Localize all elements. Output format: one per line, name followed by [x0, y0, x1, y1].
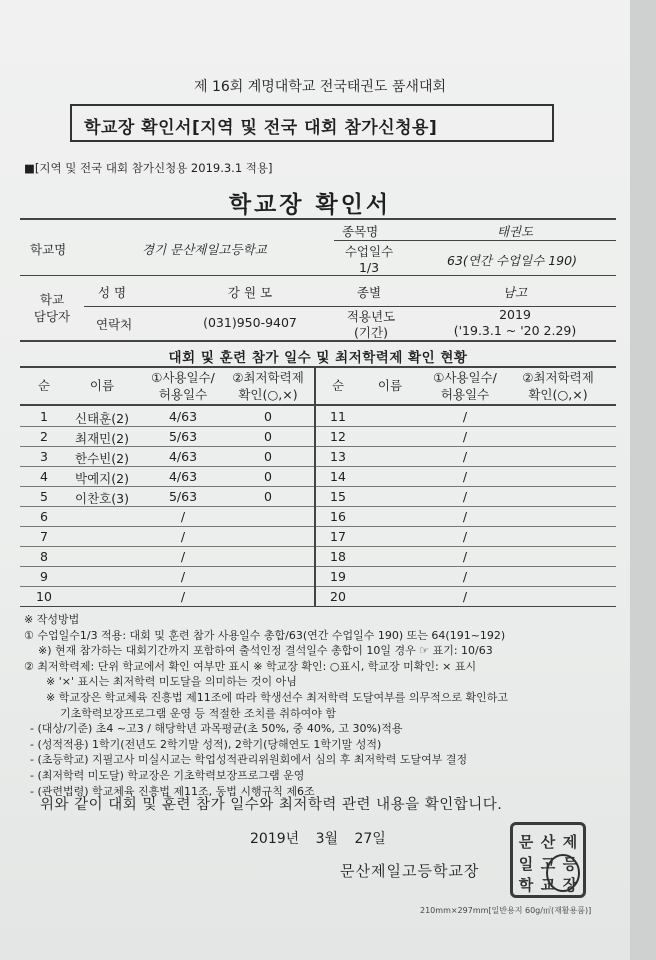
cell-days: / [462, 529, 468, 544]
svg-text:산: 산 [540, 833, 556, 851]
cell-name: 박예지(2) [75, 471, 129, 486]
cell-days: / [180, 549, 186, 564]
principal-signature: 문산제일고등학교장 [340, 862, 480, 880]
cell-no: 6 [40, 509, 48, 524]
note-line: 기초학력보장프로그램 운영 등 적절한 조치를 취하여야 함 [60, 706, 337, 720]
cell-no: 4 [40, 469, 48, 484]
row-divider [316, 586, 616, 587]
note-line: ※) 현재 참가하는 대회기간까지 포함하여 출석인정 결석일수 총합이 10일 경우 ☞ 표기: 10/63 [38, 644, 493, 658]
cell-no: 1 [40, 409, 48, 424]
row-divider [20, 486, 314, 487]
cell-name: 최재민(2) [75, 431, 129, 446]
cell-check: 0 [264, 409, 272, 424]
note-line: - (대상/기준) 초4 ~고3 / 해당학년 과목평균(초 50%, 중 40%, 고 30%)적용 [30, 722, 403, 736]
row-divider [316, 426, 616, 427]
note-line: ※ 학교장은 학교체육 진흥법 제11조에 따라 학생선수 최저학력 도달여부를 의무적으로 확인하고 [46, 690, 508, 704]
cell-no: 14 [330, 469, 346, 484]
note-line: ② 최저학력제: 단위 학교에서 확인 여부만 표시 ※ 학교장 확인: ○표시, 학교장 미확인: × 표시 [24, 659, 477, 673]
header-days-right: ①사용일수/ [433, 370, 497, 385]
cell-no: 17 [330, 529, 346, 544]
note-line: - (관련법령) 학교체육 진흥법 제11조, 동법 시행규칙 제6조 [30, 784, 315, 798]
paper-spec: 210mm×297mm[일반용지 60g/㎡(재활용품)] [420, 906, 592, 915]
cell-name: 한수빈(2) [75, 451, 129, 466]
event-label: 종목명 [342, 224, 379, 239]
cell-no: 15 [330, 489, 346, 504]
header-academic-right: ②최저학력제 [522, 370, 594, 385]
name-label: 성 명 [98, 285, 127, 300]
cell-days: 4/63 [168, 469, 198, 484]
contact-label-2: 담당자 [33, 309, 71, 324]
row-divider [20, 586, 314, 587]
row-divider [316, 546, 616, 547]
document-title-box [70, 104, 554, 142]
year-label: 적용년도 [346, 309, 396, 324]
note-line: - (초등학교) 지필고사 미실시교는 학업성적관리위원회에서 심의 후 최저학력 도달여부 결정 [30, 753, 468, 767]
row-divider [20, 466, 314, 467]
cell-name: 신태훈(2) [75, 411, 129, 426]
cell-days: 4/63 [168, 449, 198, 464]
cell-no: 12 [330, 429, 346, 444]
category-value: 남고 [502, 285, 528, 300]
cell-no: 13 [330, 449, 346, 464]
cell-no: 16 [330, 509, 346, 524]
row-divider [316, 566, 616, 567]
cell-no: 7 [40, 529, 48, 544]
cell-days: / [180, 569, 186, 584]
cell-check: 0 [264, 429, 272, 444]
document-title: 학교장 확인서[지역 및 전국 대회 참가신청용] [84, 118, 438, 138]
row-divider [20, 446, 314, 447]
cell-days: / [462, 589, 468, 604]
cell-days: / [462, 429, 468, 444]
cell-name: 이찬호(3) [75, 491, 129, 506]
svg-text:장: 장 [562, 876, 578, 894]
cell-days: / [462, 469, 468, 484]
cell-days: / [462, 409, 468, 424]
svg-text:학: 학 [518, 876, 534, 894]
section-title: 대회 및 훈련 참가 일수 및 최저학력제 확인 현황 [168, 350, 468, 366]
cell-no: 18 [330, 549, 346, 564]
year-label-period: (기간) [354, 325, 388, 340]
row-divider [20, 546, 314, 547]
row-divider [316, 506, 616, 507]
svg-text:일: 일 [518, 855, 534, 873]
cell-no: 3 [40, 449, 48, 464]
header-days-left-2: 허용일수 [158, 387, 208, 402]
name-value: 강 원 모 [227, 285, 273, 300]
row-divider [20, 506, 314, 507]
header-academic-left-2: 확인(○,×) [238, 387, 298, 402]
note-line: - (성적적용) 1학기(전년도 2학기말 성적), 2학기(당해연도 1학기말 성적) [30, 737, 382, 751]
cell-check: 0 [264, 449, 272, 464]
note-line: ① 수업일수1/3 적용: 대회 및 훈련 참가 사용일수 총합/63(연간 수업일수 190) 또는 64(191~192) [24, 628, 506, 642]
header-days-right-2: 허용일수 [440, 387, 490, 402]
svg-text:고: 고 [540, 855, 556, 873]
category-label: 종별 [356, 285, 382, 300]
cell-days: / [462, 569, 468, 584]
contact-label: 학교 [39, 292, 65, 307]
cell-check: 0 [264, 489, 272, 504]
header-name-right: 이름 [377, 378, 403, 393]
cell-no: 9 [40, 569, 48, 584]
row-divider [20, 526, 314, 527]
signature-date: 2019년 3월 27일 [250, 831, 386, 847]
year-value: 2019 [499, 307, 531, 322]
period-value: ('19.3.1 ~ '20 2.29) [453, 323, 577, 338]
row-divider [316, 446, 616, 447]
event-value: 태권도 [496, 224, 534, 239]
main-title: 학교장 확인서 [228, 192, 392, 218]
cell-days: / [180, 529, 186, 544]
cell-check: 0 [264, 469, 272, 484]
phone-label: 연락처 [96, 317, 133, 332]
svg-text:제: 제 [562, 833, 578, 851]
applicable-note: ■[지역 및 전국 대회 참가신청용 2019.3.1 적용] [24, 161, 273, 175]
header-no-right: 순 [331, 378, 345, 393]
phone-value: (031)950-9407 [203, 315, 297, 330]
header-days-left: ①사용일수/ [151, 370, 215, 385]
cell-days: / [462, 489, 468, 504]
cell-no: 2 [40, 429, 48, 444]
days-label-ratio: 1/3 [358, 260, 380, 275]
cell-days: / [462, 549, 468, 564]
seal-graphic [513, 825, 583, 895]
row-divider [20, 426, 314, 427]
cell-no: 19 [330, 569, 346, 584]
cell-days: 4/63 [168, 409, 198, 424]
note-line: - (최저학력 미도달) 학교장은 기초학력보장프로그램 운영 [30, 768, 305, 782]
school-label: 학교명 [30, 242, 67, 257]
note-line: ※ '×' 표시는 최저학력 미도달을 의미하는 것이 아님 [46, 675, 297, 689]
row-divider [316, 526, 616, 527]
days-label: 수업일수 [344, 244, 394, 259]
school-value: 경기 문산제일고등학교 [142, 242, 267, 257]
svg-text:등: 등 [562, 855, 578, 873]
instructions [24, 612, 624, 799]
cell-no: 5 [40, 489, 48, 504]
competition-title: 제 16회 계명대학교 전국태권도 품새대회 [194, 79, 446, 95]
header-academic-right-2: 확인(○,×) [528, 387, 588, 402]
row-divider [316, 486, 616, 487]
cell-days: / [180, 589, 186, 604]
header-no-left: 순 [37, 378, 51, 393]
cell-days: / [180, 509, 186, 524]
cell-days: / [462, 509, 468, 524]
svg-text:문: 문 [518, 833, 534, 851]
row-divider [20, 566, 314, 567]
svg-text:교: 교 [540, 876, 556, 894]
cell-no: 8 [40, 549, 48, 564]
cell-days: 5/63 [168, 429, 198, 444]
instructions-heading: ※ 작성방법 [24, 613, 80, 626]
cell-days: / [462, 449, 468, 464]
cell-no: 11 [330, 409, 346, 424]
closing-statement: 위와 같이 대회 및 훈련 참가 일수와 최저학력 관련 내용을 확인합니다. [40, 797, 503, 813]
header-name-left: 이름 [89, 378, 115, 393]
cell-days: 5/63 [168, 489, 198, 504]
cell-no: 20 [330, 589, 346, 604]
cell-no: 10 [36, 589, 52, 604]
header-academic-left: ②최저학력제 [232, 370, 304, 385]
row-divider [316, 466, 616, 467]
days-value: 63(연간 수업일수 190) [447, 253, 577, 268]
principal-seal [510, 822, 586, 898]
